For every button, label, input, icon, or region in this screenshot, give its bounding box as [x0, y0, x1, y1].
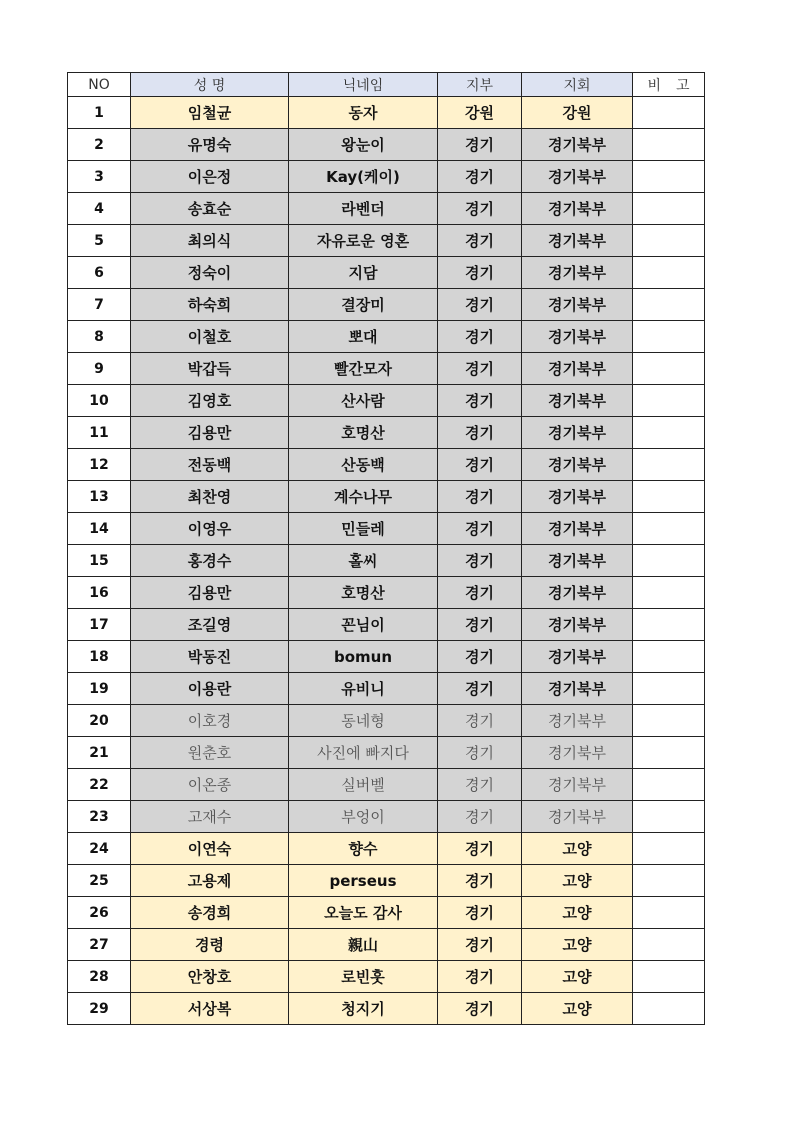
cell-nickname: 산사람: [289, 385, 438, 417]
table-row: [68, 993, 705, 1025]
cell-chapter: 경기북부: [522, 289, 633, 321]
cell-no: 18: [68, 641, 131, 673]
cell-branch: 경기: [438, 801, 522, 833]
cell-note: [633, 353, 705, 385]
table-row: [68, 897, 705, 929]
cell-note: [633, 193, 705, 225]
cell-no: 7: [68, 289, 131, 321]
cell-name: 송효순: [131, 193, 289, 225]
cell-branch: 경기: [438, 513, 522, 545]
cell-chapter: 경기북부: [522, 449, 633, 481]
table-row: [68, 513, 705, 545]
cell-no: 15: [68, 545, 131, 577]
cell-nickname: 호명산: [289, 577, 438, 609]
table-row: [68, 417, 705, 449]
cell-branch: 경기: [438, 993, 522, 1025]
cell-nickname: 사진에 빠지다: [289, 737, 438, 769]
cell-no: 25: [68, 865, 131, 897]
cell-name: 김용만: [131, 577, 289, 609]
cell-chapter: 경기북부: [522, 577, 633, 609]
header-no: NO: [68, 73, 131, 97]
cell-chapter: 경기북부: [522, 385, 633, 417]
cell-note: [633, 449, 705, 481]
cell-nickname: 親山: [289, 929, 438, 961]
cell-branch: 경기: [438, 673, 522, 705]
cell-chapter: 경기북부: [522, 417, 633, 449]
cell-name: 경령: [131, 929, 289, 961]
cell-nickname: bomun: [289, 641, 438, 673]
cell-note: [633, 417, 705, 449]
cell-nickname: 라벤더: [289, 193, 438, 225]
cell-name: 이철호: [131, 321, 289, 353]
cell-name: 이온종: [131, 769, 289, 801]
cell-chapter: 고양: [522, 961, 633, 993]
cell-no: 29: [68, 993, 131, 1025]
cell-nickname: 동네형: [289, 705, 438, 737]
cell-branch: 경기: [438, 609, 522, 641]
cell-no: 23: [68, 801, 131, 833]
cell-chapter: 고양: [522, 897, 633, 929]
cell-name: 송경희: [131, 897, 289, 929]
cell-no: 3: [68, 161, 131, 193]
cell-no: 1: [68, 97, 131, 129]
cell-branch: 경기: [438, 257, 522, 289]
cell-chapter: 경기북부: [522, 193, 633, 225]
cell-no: 28: [68, 961, 131, 993]
cell-note: [633, 801, 705, 833]
header-nickname: 닉네임: [289, 73, 438, 97]
cell-no: 6: [68, 257, 131, 289]
cell-branch: 경기: [438, 193, 522, 225]
cell-nickname: 오늘도 감사: [289, 897, 438, 929]
cell-no: 13: [68, 481, 131, 513]
cell-no: 2: [68, 129, 131, 161]
cell-note: [633, 385, 705, 417]
cell-note: [633, 545, 705, 577]
cell-name: 하숙희: [131, 289, 289, 321]
cell-note: [633, 225, 705, 257]
cell-chapter: 고양: [522, 929, 633, 961]
cell-nickname: 실버벨: [289, 769, 438, 801]
table-row: [68, 193, 705, 225]
cell-note: [633, 833, 705, 865]
cell-name: 김용만: [131, 417, 289, 449]
cell-nickname: 계수나무: [289, 481, 438, 513]
cell-chapter: 고양: [522, 833, 633, 865]
cell-no: 8: [68, 321, 131, 353]
cell-note: [633, 961, 705, 993]
cell-branch: 경기: [438, 321, 522, 353]
table-row: [68, 769, 705, 801]
cell-chapter: 경기북부: [522, 353, 633, 385]
cell-name: 최찬영: [131, 481, 289, 513]
cell-name: 김영호: [131, 385, 289, 417]
cell-no: 22: [68, 769, 131, 801]
cell-no: 27: [68, 929, 131, 961]
cell-chapter: 경기북부: [522, 225, 633, 257]
table-row: [68, 865, 705, 897]
table-row: [68, 225, 705, 257]
cell-branch: 경기: [438, 929, 522, 961]
cell-name: 원춘호: [131, 737, 289, 769]
cell-name: 정숙이: [131, 257, 289, 289]
cell-branch: 경기: [438, 161, 522, 193]
cell-name: 이영우: [131, 513, 289, 545]
cell-no: 19: [68, 673, 131, 705]
table-row: [68, 545, 705, 577]
table-row: [68, 737, 705, 769]
cell-no: 16: [68, 577, 131, 609]
cell-branch: 경기: [438, 417, 522, 449]
table-row: [68, 673, 705, 705]
cell-nickname: 자유로운 영혼: [289, 225, 438, 257]
cell-chapter: 경기북부: [522, 321, 633, 353]
cell-note: [633, 481, 705, 513]
cell-note: [633, 737, 705, 769]
cell-name: 유명숙: [131, 129, 289, 161]
table-row: [68, 129, 705, 161]
cell-chapter: 경기북부: [522, 481, 633, 513]
cell-no: 20: [68, 705, 131, 737]
roster-body: [68, 97, 705, 1025]
cell-branch: 경기: [438, 737, 522, 769]
cell-note: [633, 769, 705, 801]
cell-name: 안창호: [131, 961, 289, 993]
cell-name: 고용제: [131, 865, 289, 897]
cell-chapter: 경기북부: [522, 257, 633, 289]
cell-branch: 경기: [438, 353, 522, 385]
cell-name: 홍경수: [131, 545, 289, 577]
table-row: [68, 481, 705, 513]
table-row: [68, 801, 705, 833]
cell-nickname: 산동백: [289, 449, 438, 481]
table-row: [68, 97, 705, 129]
cell-branch: 경기: [438, 225, 522, 257]
table-row: [68, 577, 705, 609]
cell-note: [633, 993, 705, 1025]
cell-nickname: perseus: [289, 865, 438, 897]
cell-branch: 경기: [438, 641, 522, 673]
cell-note: [633, 641, 705, 673]
cell-note: [633, 609, 705, 641]
cell-note: [633, 161, 705, 193]
cell-name: 전동백: [131, 449, 289, 481]
table-row: [68, 257, 705, 289]
cell-name: 박갑득: [131, 353, 289, 385]
cell-no: 26: [68, 897, 131, 929]
cell-name: 고재수: [131, 801, 289, 833]
table-row: [68, 289, 705, 321]
cell-nickname: 왕눈이: [289, 129, 438, 161]
table-row: [68, 961, 705, 993]
cell-no: 24: [68, 833, 131, 865]
cell-no: 12: [68, 449, 131, 481]
cell-note: [633, 865, 705, 897]
cell-chapter: 경기북부: [522, 609, 633, 641]
cell-branch: 경기: [438, 449, 522, 481]
cell-branch: 경기: [438, 545, 522, 577]
cell-chapter: 경기북부: [522, 673, 633, 705]
cell-branch: 경기: [438, 129, 522, 161]
cell-note: [633, 673, 705, 705]
header-branch: 지부: [438, 73, 522, 97]
table-row: [68, 641, 705, 673]
cell-nickname: 빨간모자: [289, 353, 438, 385]
cell-chapter: 고양: [522, 865, 633, 897]
cell-no: 17: [68, 609, 131, 641]
cell-no: 5: [68, 225, 131, 257]
cell-chapter: 경기북부: [522, 161, 633, 193]
cell-nickname: 청지기: [289, 993, 438, 1025]
cell-branch: 경기: [438, 289, 522, 321]
table-row: [68, 609, 705, 641]
table-row: [68, 449, 705, 481]
cell-nickname: 꼰님이: [289, 609, 438, 641]
cell-chapter: 고양: [522, 993, 633, 1025]
cell-branch: 경기: [438, 769, 522, 801]
cell-chapter: 경기북부: [522, 705, 633, 737]
cell-branch: 경기: [438, 577, 522, 609]
cell-nickname: 지담: [289, 257, 438, 289]
cell-name: 박동진: [131, 641, 289, 673]
cell-note: [633, 129, 705, 161]
cell-name: 이용란: [131, 673, 289, 705]
cell-nickname: 홀씨: [289, 545, 438, 577]
cell-note: [633, 513, 705, 545]
cell-no: 10: [68, 385, 131, 417]
header-note: [633, 73, 705, 97]
cell-chapter: 경기북부: [522, 641, 633, 673]
cell-chapter: 경기북부: [522, 801, 633, 833]
cell-chapter: 경기북부: [522, 545, 633, 577]
cell-nickname: 뽀대: [289, 321, 438, 353]
cell-note: [633, 929, 705, 961]
cell-nickname: 로빈훗: [289, 961, 438, 993]
cell-branch: 경기: [438, 865, 522, 897]
cell-no: 21: [68, 737, 131, 769]
cell-note: [633, 289, 705, 321]
cell-no: 14: [68, 513, 131, 545]
cell-chapter: 경기북부: [522, 737, 633, 769]
cell-branch: 경기: [438, 897, 522, 929]
cell-name: 이호경: [131, 705, 289, 737]
table-row: [68, 929, 705, 961]
cell-nickname: 동자: [289, 97, 438, 129]
header-note-label: 비 고: [647, 77, 690, 94]
table-row: [68, 705, 705, 737]
cell-nickname: 유비니: [289, 673, 438, 705]
header-name: 성 명: [131, 73, 289, 97]
cell-name: 최의식: [131, 225, 289, 257]
table-row: [68, 833, 705, 865]
cell-nickname: 향수: [289, 833, 438, 865]
cell-branch: 강원: [438, 97, 522, 129]
cell-branch: 경기: [438, 385, 522, 417]
cell-nickname: 결장미: [289, 289, 438, 321]
cell-note: [633, 97, 705, 129]
cell-no: 4: [68, 193, 131, 225]
cell-note: [633, 705, 705, 737]
cell-note: [633, 577, 705, 609]
cell-branch: 경기: [438, 833, 522, 865]
cell-chapter: 경기북부: [522, 129, 633, 161]
table-row: [68, 385, 705, 417]
cell-name: 이은정: [131, 161, 289, 193]
cell-name: 서상복: [131, 993, 289, 1025]
header-row: [68, 73, 705, 97]
cell-name: 조길영: [131, 609, 289, 641]
cell-nickname: 민들레: [289, 513, 438, 545]
cell-chapter: 강원: [522, 97, 633, 129]
cell-note: [633, 897, 705, 929]
cell-note: [633, 257, 705, 289]
cell-chapter: 경기북부: [522, 513, 633, 545]
cell-name: 이연숙: [131, 833, 289, 865]
cell-name: 임철균: [131, 97, 289, 129]
cell-nickname: Kay(케이): [289, 161, 438, 193]
table-row: [68, 321, 705, 353]
cell-note: [633, 321, 705, 353]
cell-branch: 경기: [438, 481, 522, 513]
table-row: [68, 161, 705, 193]
cell-no: 11: [68, 417, 131, 449]
cell-nickname: 부엉이: [289, 801, 438, 833]
cell-branch: 경기: [438, 961, 522, 993]
cell-branch: 경기: [438, 705, 522, 737]
table-row: [68, 353, 705, 385]
cell-no: 9: [68, 353, 131, 385]
header-chapter: 지회: [522, 73, 633, 97]
cell-chapter: 경기북부: [522, 769, 633, 801]
member-roster-table: [67, 72, 705, 1025]
cell-nickname: 호명산: [289, 417, 438, 449]
